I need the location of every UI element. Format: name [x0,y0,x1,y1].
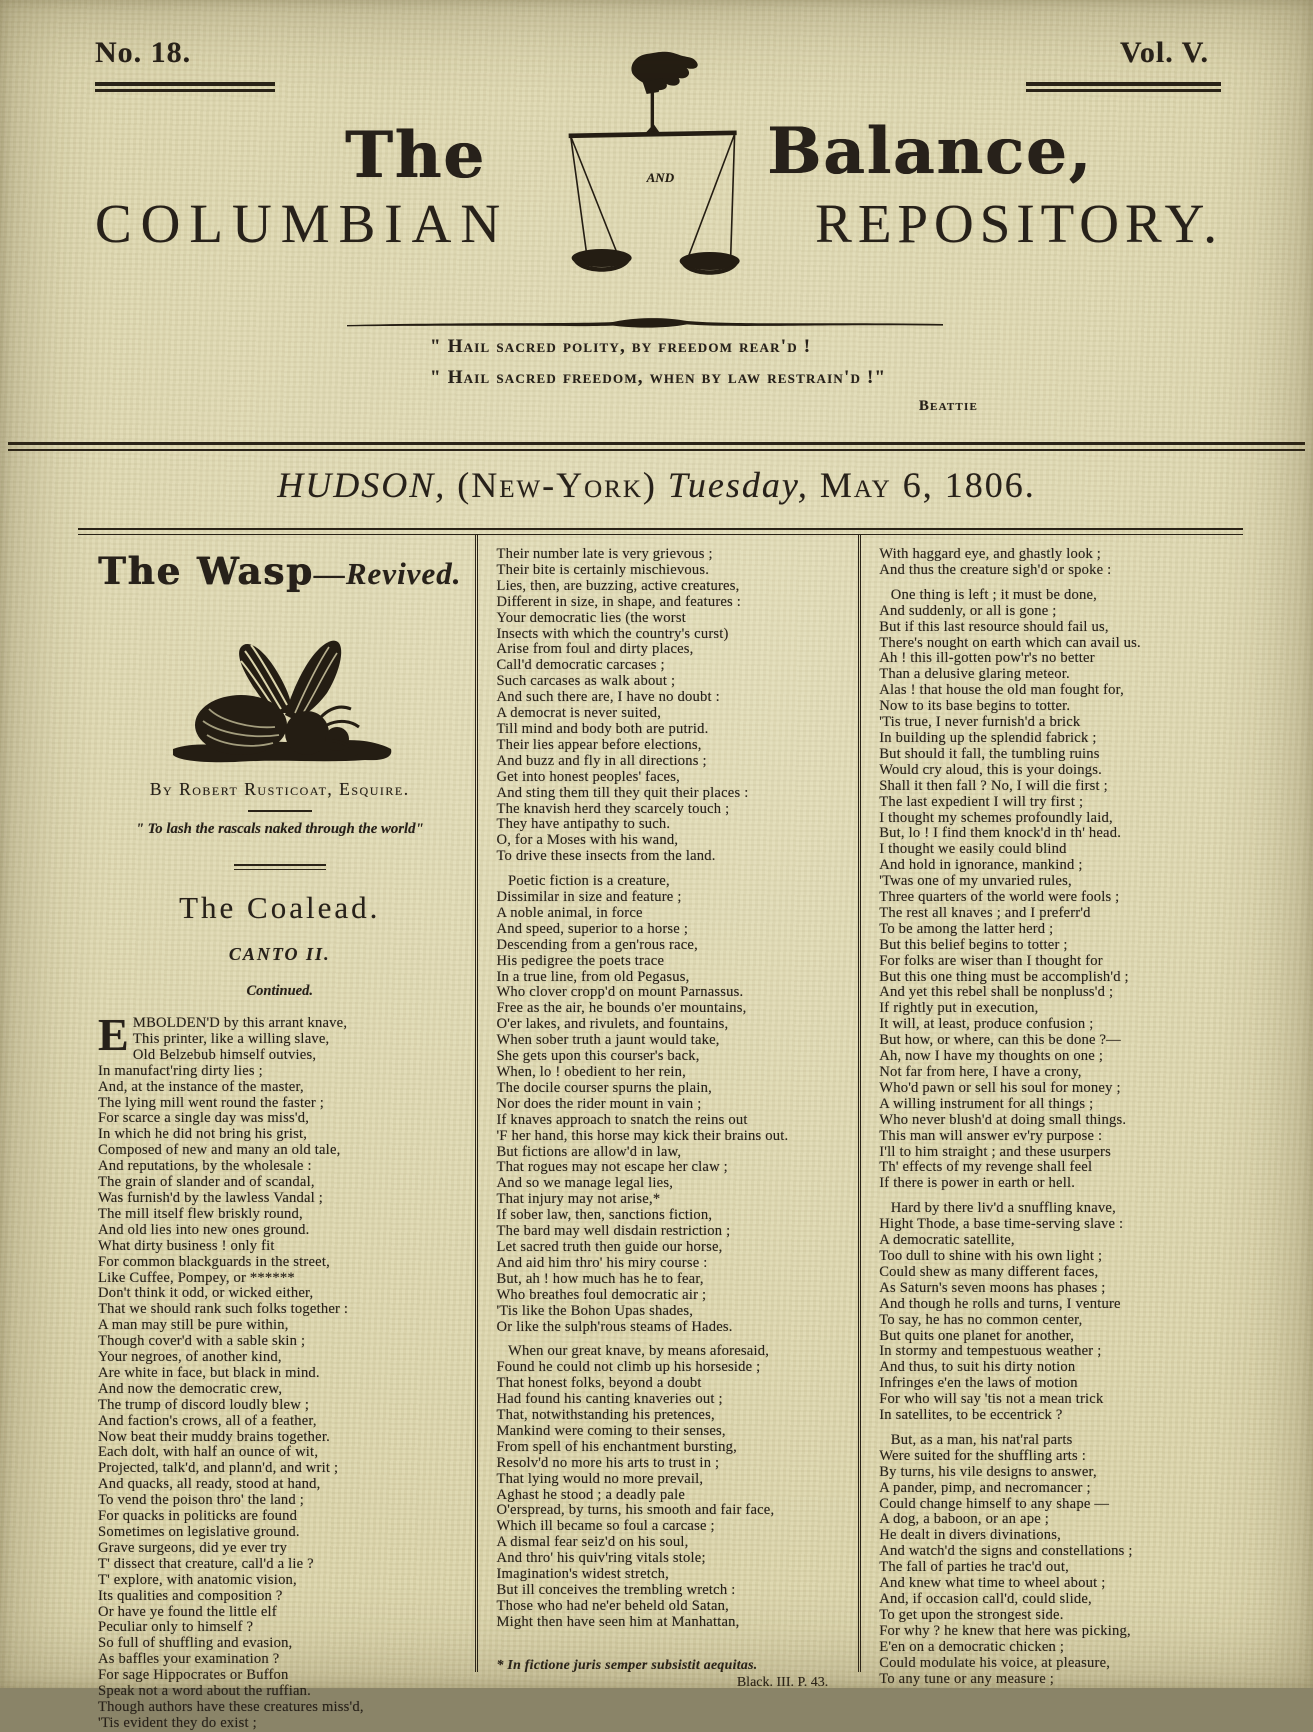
poem-line: In manufact'ring dirty lies ; [98,1062,263,1079]
poem-line: And faction's crows, all of a feather, [98,1412,317,1429]
poem-line: O'er lakes, and rivulets, and fountains, [496,1016,729,1033]
poem-line: And so we manage legal lies, [496,1175,674,1192]
poem-line: And thus, to suit his dirty notion [879,1359,1076,1376]
poem-line: What dirty business ! only fit [98,1237,275,1254]
poem-line: Than a delusive glaring meteor. [879,666,1070,683]
poem-line: For common blackguards in the street, [98,1253,330,1270]
poem-line: Peculiar only to himself ? [98,1619,254,1636]
motto-block [430,336,990,415]
poem-line: Three quarters of the world were fools ; [879,889,1120,906]
poem-line: A willing instrument for all things ; [879,1095,1094,1112]
poem-line: If knaves approach to snatch the reins out [496,1111,748,1128]
poem-line: Too dull to shine with his own light ; [879,1247,1103,1264]
poem-line: Who breathes foul democratic air ; [496,1286,707,1303]
poem-line: But ill conceives the trembling wretch : [496,1582,736,1598]
poem-line: Might then have seen him at Manhattan, [496,1613,740,1630]
poem-line: The bard may well disdain restriction ; [496,1223,731,1240]
poem-line: But how, or where, can this be done ?— [879,1032,1121,1049]
poem-line: Was furnish'd by the lawless Vandal ; [98,1189,324,1206]
poem-line: And aid him thro' his miry course : [496,1254,708,1271]
poem-line: And reputations, by the wholesale : [98,1158,312,1175]
footnote-latin: * In fictione juris semper subsistit aequitas. [496,1656,758,1672]
dateline [0,464,1313,506]
poem-line: Aghast he stood ; a deadly pale [496,1486,686,1503]
poem-line: Free as the air, he bounds o'er mountains, [496,1000,747,1017]
poem-line: And hold in ignorance, mankind ; [879,857,1083,874]
dateline-state: (New-York) [457,465,657,505]
poem-line: A dog, a baboon, or an ape ; [879,1511,1049,1528]
poem-line: Its qualities and composition ? [98,1587,283,1604]
poem-line: Ah, now I have my thoughts on one ; [879,1048,1104,1065]
poem-line: Your negroes, of another kind, [98,1349,282,1366]
poem-line: Now beat their muddy brains together. [98,1428,330,1445]
poem-stanzas [496,547,844,1631]
column-1 [80,535,475,1731]
poem-line: The knavish herd they scarcely touch ; [496,800,730,817]
poem-lines [98,1032,461,1732]
poem-line: And yet this rebel shall be nonpluss'd ; [879,984,1114,1001]
poem-line: T' dissect that creature, call'd a lie ? [98,1555,314,1572]
poem-line: Don't think it odd, or wicked either, [98,1285,314,1302]
poem-line: Like Cuffee, Pompey, or ****** [98,1269,295,1286]
poem-line: From spell of his enchantment bursting, [496,1438,737,1455]
poem-line: She gets upon this courser's back, [496,1048,700,1065]
header-rule-right [1026,82,1221,92]
motto-attribution: Beattie [918,398,978,414]
poem-line: As baffles your examination ? [98,1651,280,1668]
section-title-revived: —Revived. [313,556,462,591]
masthead-title-balance: Balance, [767,114,1093,189]
drop-cap: E [98,1009,129,1060]
dead-wasp-illustration [155,609,405,769]
poem-line: A pander, pimp, and necromancer ; [879,1479,1091,1496]
poem-line: Old Belzebub himself outvies, [132,1046,317,1063]
balance-scales-icon [547,48,759,296]
poem-line: Your democratic lies (the worst [496,609,686,626]
poem-line: But, as a man, his nat'ral parts [879,1431,1073,1448]
poem-line: Insects with which the country's curst) [496,625,729,642]
poem-line: To be among the latter herd ; [879,920,1054,937]
poem-line: Till mind and body both are putrid. [496,720,709,737]
poem-line: Or have ye found the little elf [98,1603,277,1620]
poem-line: Could shew as many different faces, [879,1263,1099,1280]
poem-line: O, for a Moses with his wand, [496,832,679,849]
poem-line: In which he did not bring his grist, [98,1126,308,1143]
poem-line: T' explore, with anatomic vision, [98,1571,297,1588]
poem-line: Grave surgeons, did ye ever try [98,1539,288,1556]
continued-label: Continued. [246,983,313,999]
poem-line: Those who had ne'er beheld old Satan, [496,1597,729,1614]
poem-line: A democrat is never suited, [496,705,662,722]
poem-line: But this one thing must be accomplish'd ; [879,968,1129,985]
poem-line: Now to its base begins to totter. [879,698,1071,715]
poem-stanza [879,1433,1227,1688]
byline: By Robert Rusticoat, Esquire. [149,779,410,799]
poem-line: But quits one planet for another, [879,1327,1075,1344]
poem-line: Had found his canting knaveries out ; [496,1391,723,1408]
poem-line: I'll to him straight ; and these usurpers [879,1143,1111,1160]
poem-line: The trump of discord loudly blew ; [98,1396,310,1413]
poem-line: That injury may not arise,* [496,1191,661,1208]
poem-line: 'Tis evident they do exist ; [98,1714,257,1731]
poem-line: The docile courser spurns the plain, [496,1079,712,1096]
poem-line: In building up the splendid fabrick ; [879,729,1097,746]
poem-line: Sometimes on legislative ground. [98,1524,300,1540]
header-rule-left [95,82,275,92]
poem-line: And, at the instance of the master, [98,1078,304,1095]
poem-line: And, if occasion call'd, could slide, [879,1591,1092,1607]
emblem-and-label: AND [646,170,675,185]
poem-line: And thus the creature sigh'd or spoke : [879,561,1112,578]
poem-line: 'Tis like the Bohon Upas shades, [496,1302,694,1319]
poem-line: Who clover cropp'd on mount Parnassus. [496,984,744,1001]
poem-stanza [496,1344,844,1630]
footnote-citation: Black. III. P. 43. [736,1674,829,1690]
poem-line: So full of shuffling and evasion, [98,1635,293,1652]
poem-line: That we should rank such folks together : [98,1301,349,1318]
poem-line: In stormy and tempestuous weather ; [879,1343,1102,1360]
poem-line: E'en on a democratic chicken ; [879,1638,1065,1655]
poem-line: Let sacred truth then guide our horse, [496,1238,723,1255]
poem-line: In satellites, to be eccentrick ? [879,1407,1063,1424]
poem-line: Nor does the rider mount in vain ; [496,1095,702,1112]
poem-line: Or like the sulph'rous steams of Hades. [496,1318,733,1335]
poem-line: Dissimilar in size and feature ; [496,889,682,906]
poem-line: Their number late is very grievous ; [496,546,713,562]
poem-line: Who'd pawn or sell his soul for money ; [879,1079,1121,1096]
column-2 [475,535,858,1690]
poem-line: And suddenly, or all is gone ; [879,602,1057,619]
poem-line: Shall it then fall ? No, I will die first ; [879,777,1108,794]
poem-line: Though cover'd with a sable skin ; [98,1333,306,1350]
poem-line: And sting them till they quit their places : [496,784,749,801]
poem-line: The rest all knaves ; and I preferr'd [879,904,1091,921]
poem-line: For quacks in politicks are found [98,1508,298,1525]
section-title [98,549,461,593]
poem-line: Found he could not climb up his horseside ; [496,1359,761,1376]
poem-line: Were suited for the shuffling arts : [879,1447,1087,1464]
poem-title: The Coalead. [179,890,381,925]
poem-line: For sage Hippocrates or Buffon [98,1667,289,1684]
issue-number: No. 18. [95,36,192,69]
poem-line: Ah ! this ill-gotten pow'r's no better [879,650,1095,667]
poem-stanza [879,588,1227,1192]
poem-line: A noble animal, in force [496,904,643,921]
poem-stanza [98,1009,461,1732]
poem-line: And quacks, all ready, stood at hand, [98,1476,321,1493]
poem-line: Projected, talk'd, and plann'd, and writ ; [98,1460,339,1477]
poem-line: Get into honest peoples' faces, [496,768,680,785]
poem-line: For who will say 'tis not a mean trick [879,1391,1104,1408]
dateline-date: May 6, 1806. [819,465,1036,505]
poem-line: Arise from foul and dirty places, [496,641,694,658]
poem-line: But should it fall, the tumbling ruins [879,745,1100,762]
poem-line: Who never blush'd at doing small things. [879,1111,1127,1128]
poem-line: They have antipathy to such. [496,816,671,833]
short-double-rule [234,864,326,870]
motto-line-1: " Hail sacred polity, by freedom rear'd ! [430,336,812,357]
poem-line: There's nought on earth which can avail us. [879,634,1141,651]
poem-line: To vend the poison thro' the land ; [98,1492,304,1509]
poem-line: To drive these insects from the land. [496,848,716,865]
footnote [496,1657,844,1691]
double-rule-thin [78,528,1243,535]
poem-line: A democratic satellite, [879,1232,1015,1249]
poem-line: The last expedient I will try first ; [879,793,1084,810]
poem-line: And speed, superior to a horse ; [496,920,689,937]
column-layout [80,535,1241,1731]
poem-line: This man will answer ev'ry purpose : [879,1127,1103,1144]
poem-line: I thought we easily could blind [879,841,1067,858]
poem-line: Are white in face, but black in mind. [98,1364,320,1381]
poem-line: For scarce a single day was miss'd, [98,1110,310,1127]
poem-line: If there is power in earth or hell. [879,1175,1076,1192]
short-rule [248,810,312,812]
poem-line: Imagination's widest stretch, [496,1566,670,1583]
poem-line: That lying would no more prevail, [496,1470,704,1487]
poem-line: If rightly put in execution, [879,1000,1039,1017]
poem-line: Speak not a word about the ruffian. [98,1683,312,1700]
poem-line: Alas ! that house the old man fought for, [879,682,1124,699]
swelled-rule [345,316,945,332]
poem-line: Not far from here, I have a crony, [879,1064,1082,1080]
dateline-weekday: Tuesday, [667,465,809,505]
poem-line: 'F her hand, this horse may kick their brains out. [496,1127,789,1144]
poem-line: Though authors have these creatures miss'd, [98,1698,364,1715]
poem-line: And such there are, I have no doubt : [496,689,720,706]
poem-line: That honest folks, beyond a doubt [496,1375,702,1392]
poem-line: To get upon the strongest side. [879,1606,1064,1623]
masthead-subtitle-columbian: COLUMBIAN [95,193,510,254]
poem-stanza [879,547,1227,579]
poem-line: One thing is left ; it must be done, [879,586,1097,603]
poem-line: His pedigree the poets trace [496,952,665,969]
poem-line: Lies, then, are buzzing, active creatures, [496,577,740,594]
poem-line: 'Twas one of my unvaried rules, [879,873,1072,890]
poem-line: And now the democratic crew, [98,1380,283,1397]
poem-stanza [496,874,844,1335]
poem-line: But, ah ! how much has he to fear, [496,1270,704,1287]
poem-line: Composed of new and many an old tale, [98,1142,341,1159]
poem-line: 'Tis true, I never furnish'd a brick [879,714,1081,731]
poem-line: If sober law, then, sanctions fiction, [496,1207,713,1224]
poem-stanza [496,547,844,865]
poem-line: As Saturn's seven moons has phases ; [879,1279,1106,1296]
double-rule-heavy [8,442,1305,451]
poem-stanza [879,1201,1227,1424]
poem-line: Each dolt, with half an ounce of wit, [98,1444,319,1461]
poem-line: He dealt in divers divinations, [879,1527,1061,1544]
poem-line: And though he rolls and turns, I venture [879,1295,1121,1312]
poem-line: Could change himself to any shape — [879,1495,1110,1512]
poem-line: When sober truth a jaunt would take, [496,1032,720,1049]
canto-heading: CANTO II. [228,944,331,964]
poem-line: The mill itself flew briskly round, [98,1205,303,1222]
poem-line: But if this last resource should fail us, [879,618,1109,635]
poem-line: A man may still be pure within, [98,1317,289,1334]
poem-line: With haggard eye, and ghastly look ; [879,546,1102,562]
volume-number: Vol. V. [1119,36,1209,69]
poem-line: Resolv'd no more his arts to trust in ; [496,1454,720,1471]
poem-line: To say, he has no common center, [879,1311,1083,1328]
poem-line: Call'd democratic carcases ; [496,657,665,674]
poem-line: For why ? he knew that here was picking, [879,1622,1131,1639]
poem-line: Would cry aloud, this is your doings. [879,761,1102,778]
poem-line: And thro' his quiv'ring vitals stole; [496,1550,706,1567]
poem-line: But this belief begins to totter ; [879,936,1068,953]
column-motto: " To lash the rascals naked through the world" [135,821,424,837]
poem-line: Their bite is certainly mischievous. [496,561,710,578]
poem-line: And buzz and fly in all directions ; [496,752,707,769]
poem-line: Their lies appear before elections, [496,736,702,753]
poem-line: The lying mill went round the faster ; [98,1094,325,1111]
poem-stanzas [879,547,1227,1687]
poem-line: When, lo ! obedient to her rein, [496,1064,687,1080]
poem-line: The grain of slander and of scandal, [98,1174,315,1191]
poem-line: To any tune or any measure ; [879,1670,1055,1687]
masthead-title-the: The [345,118,486,193]
poem-line: Different in size, in shape, and features : [496,593,742,610]
poem-line: It will, at least, produce confusion ; [879,1016,1094,1033]
poem-line: But, lo ! I find them knock'd in th' head. [879,825,1122,842]
masthead-subtitle-repository: REPOSITORY. [815,193,1223,254]
poem-line: But fictions are allow'd in law, [496,1143,682,1160]
column-3 [858,535,1241,1687]
poem-line: When our great knave, by means aforesaid, [496,1343,770,1360]
poem-line: O'erspread, by turns, his smooth and fair face, [496,1502,775,1519]
poem-line: A dismal fear seiz'd on his soul, [496,1534,689,1551]
dateline-city: HUDSON, [277,465,447,505]
poem-line: Hight Thode, a base time-serving slave : [879,1216,1124,1233]
poem-line: For folks are wiser than I thought for [879,952,1103,969]
poem-line: Which ill became so foul a carcase ; [496,1518,715,1535]
poem-line: Mankind were coming to their senses, [496,1422,726,1439]
poem-line: And knew what time to wheel about ; [879,1575,1106,1592]
section-title-wasp: The Wasp [98,549,314,593]
poem-line: In a true line, from old Pegasus, [496,968,690,985]
poem-line: And old lies into new ones ground. [98,1221,310,1238]
poem-line: And watch'd the signs and constellations ; [879,1543,1133,1560]
motto-line-2: " Hail sacred freedom, when by law restrain'd !" [430,367,887,388]
poem-line: Such carcases as walk about ; [496,673,676,690]
poem-line: Descending from a gen'rous race, [496,936,698,953]
poem-line: Hard by there liv'd a snuffling knave, [879,1200,1116,1217]
poem-line: That rogues may not escape her claw ; [496,1159,728,1176]
poem-line: This printer, like a willing slave, [132,1030,330,1047]
poem-line: Infringes e'en the laws of motion [879,1375,1078,1392]
poem-line: Could modulate his voice, at pleasure, [879,1654,1111,1671]
poem-line: The fall of parties he trac'd out, [879,1559,1069,1576]
poem-line: I thought my schemes profoundly laid, [879,809,1113,826]
first-line-text: MBOLDEN'D by this arrant knave, [132,1015,348,1031]
poem-line: That, notwithstanding his pretences, [496,1407,715,1424]
masthead [95,96,1223,281]
poem-line: Th' effects of my revenge shall feel [879,1159,1093,1176]
poem-line: By turns, his vile designs to answer, [879,1463,1097,1480]
poem-line: Poetic fiction is a creature, [496,873,670,890]
